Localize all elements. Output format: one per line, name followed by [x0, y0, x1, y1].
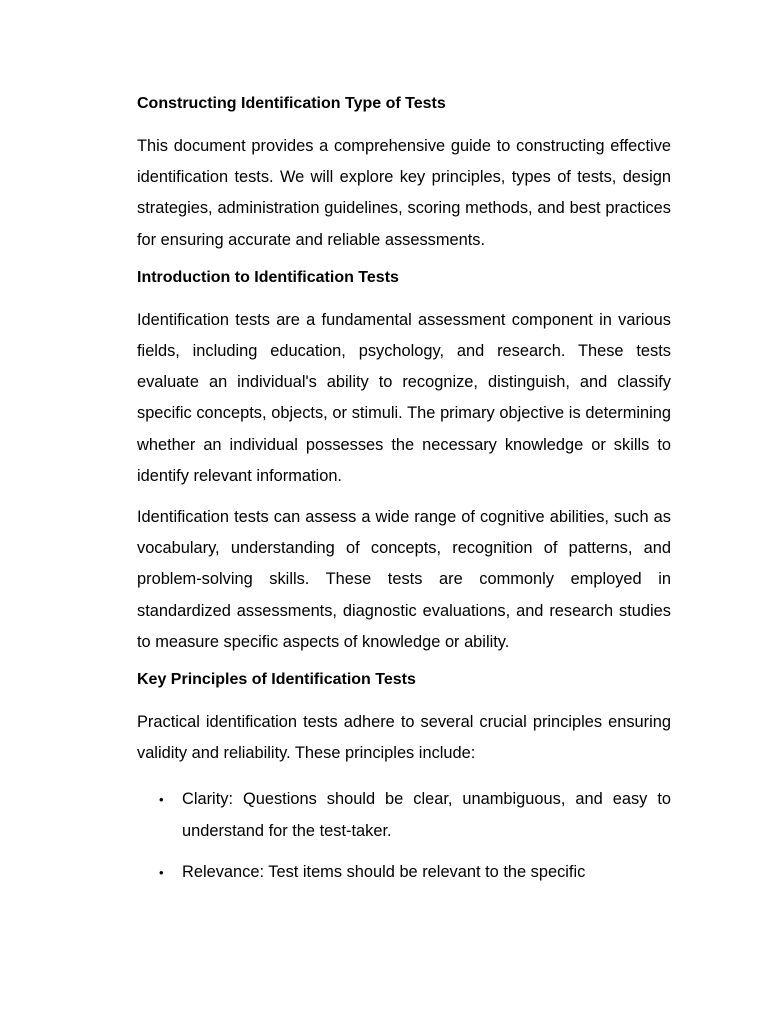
- document-title: Constructing Identification Type of Tests: [137, 95, 446, 112]
- paragraph: Identification tests are a fundamental assessment component in various fields, including education, psychology, and research. These tests evaluate an individual's ability to recognize, distinguish, and classify specific concepts, objects, or stimuli. The primary objective is determining whether an individual possesses the necessary knowledge or skills to identify relevant information.: [137, 310, 671, 485]
- list-item: [137, 784, 671, 846]
- bullet-icon: •: [159, 864, 164, 880]
- list-item-text: Relevance: Test items should be relevant to the specific: [182, 862, 586, 881]
- intro-paragraph: This document provides a comprehensive guide to constructing effective identification tests. We will explore key principles, types of tests, design strategies, administration guidelines, scoring methods, and best practices for ensuring accurate and reliable assessments.: [137, 137, 671, 249]
- section-heading-key-principles: Key Principles of Identification Tests: [137, 671, 416, 689]
- bullet-icon: •: [159, 792, 164, 808]
- document-page: [137, 92, 671, 888]
- principles-list: [137, 784, 671, 888]
- list-item-text: Clarity: Questions should be clear, unambiguous, and easy to understand for the test-taker.: [182, 790, 671, 840]
- section-heading-introduction: Introduction to Identification Tests: [137, 268, 399, 286]
- list-item: [137, 857, 671, 888]
- paragraph: Practical identification tests adhere to several crucial principles ensuring validity and reliability. These principles include:: [137, 713, 671, 763]
- paragraph: Identification tests can assess a wide range of cognitive abilities, such as vocabulary, understanding of concepts, recognition of patterns, and problem-solving skills. These tests are commonly employed in standardized assessments, diagnostic evaluations, and research studies to measure specific aspects of knowledge or ability.: [137, 508, 671, 651]
